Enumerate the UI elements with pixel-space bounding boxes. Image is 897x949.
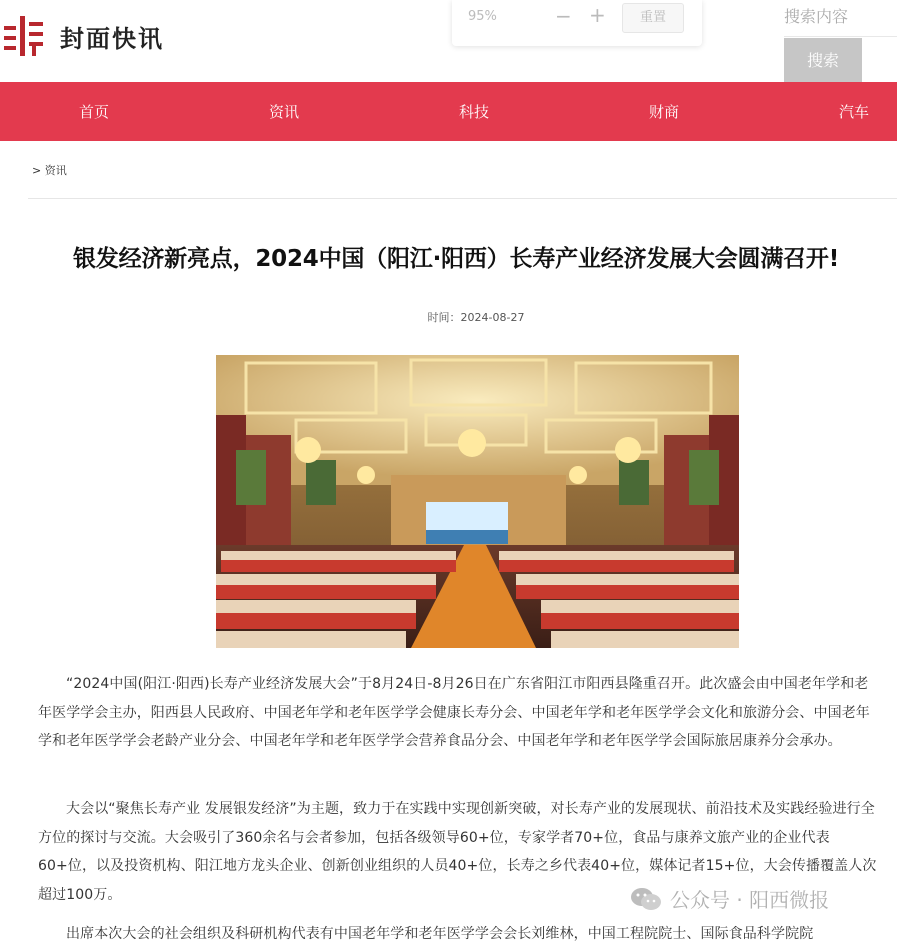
search-button[interactable]: 搜索: [784, 38, 862, 82]
article-paragraph: 大会以“聚焦长寿产业 发展银发经济”为主题，致力于在实践中实现创新突破，对长寿产业的发展现状、前沿技术及实践经验进行全方位的探讨与交流。大会吸引了360余名与会者参加，包括各级领导60+位，专家学者70+位，食品与康养文旅产业的企业代表60+位，以及投资机构、阳江地方龙头企业、创新创业组织的人员40+位，长寿之乡代表40+位，媒体记者15+位，大会传播覆盖人次超过100万。: [38, 801, 877, 903]
breadcrumb[interactable]: > 资讯: [32, 164, 67, 177]
article-paragraph: 出席本次大会的社会组织及科研机构代表有中国老年学和老年医学学会会长刘维林，中国工程院院士、国际食品科学院院: [66, 926, 814, 942]
zoom-in-button[interactable]: +: [589, 3, 606, 27]
watermark: [630, 884, 829, 913]
site-logo[interactable]: [0, 14, 164, 58]
nav-item-home[interactable]: 首页: [79, 103, 110, 121]
article-paragraph: “2024中国(阳江·阳西)长寿产业经济发展大会”于8月24日-8月26日在广东省阳江市阳西县隆重召开。此次盛会由中国老年学和老年医学学会主办，阳西县人民政府、中国老年学和老年医学学会健康长寿分会、中国老年学和老年医学学会文化和旅游分会、中国老年学和老年医学学会老龄产业分会、中国老年学和老年医学学会营养食品分会、中国老年学和老年医学学会国际旅居康养分会承办。: [38, 676, 870, 749]
nav-item-finance[interactable]: 财商: [649, 103, 680, 121]
zoom-reset-button[interactable]: 重置: [622, 3, 684, 33]
article-title: 银发经济新亮点，2024中国（阳江·阳西）长寿产业经济发展大会圆满召开!: [72, 246, 840, 272]
logo-text: 封面快讯: [60, 24, 164, 53]
logo-mark-icon: [2, 14, 46, 58]
nav-item-auto[interactable]: 汽车: [839, 103, 870, 121]
wechat-icon: [630, 886, 662, 912]
watermark-text: 公众号 · 阳西微报: [670, 888, 830, 912]
breadcrumb-divider: [28, 198, 897, 199]
search-input[interactable]: [784, 0, 897, 37]
conference-hall-image: [216, 355, 739, 648]
nav-item-news[interactable]: 资讯: [269, 103, 300, 121]
nav-item-tech[interactable]: 科技: [459, 103, 490, 121]
article-photo: [216, 355, 739, 648]
main-nav: [0, 82, 897, 141]
zoom-level: 95%: [468, 9, 497, 24]
zoom-control: [452, 0, 702, 46]
article-time: 时间：2024-08-27: [427, 311, 525, 324]
zoom-out-button[interactable]: −: [555, 4, 572, 28]
